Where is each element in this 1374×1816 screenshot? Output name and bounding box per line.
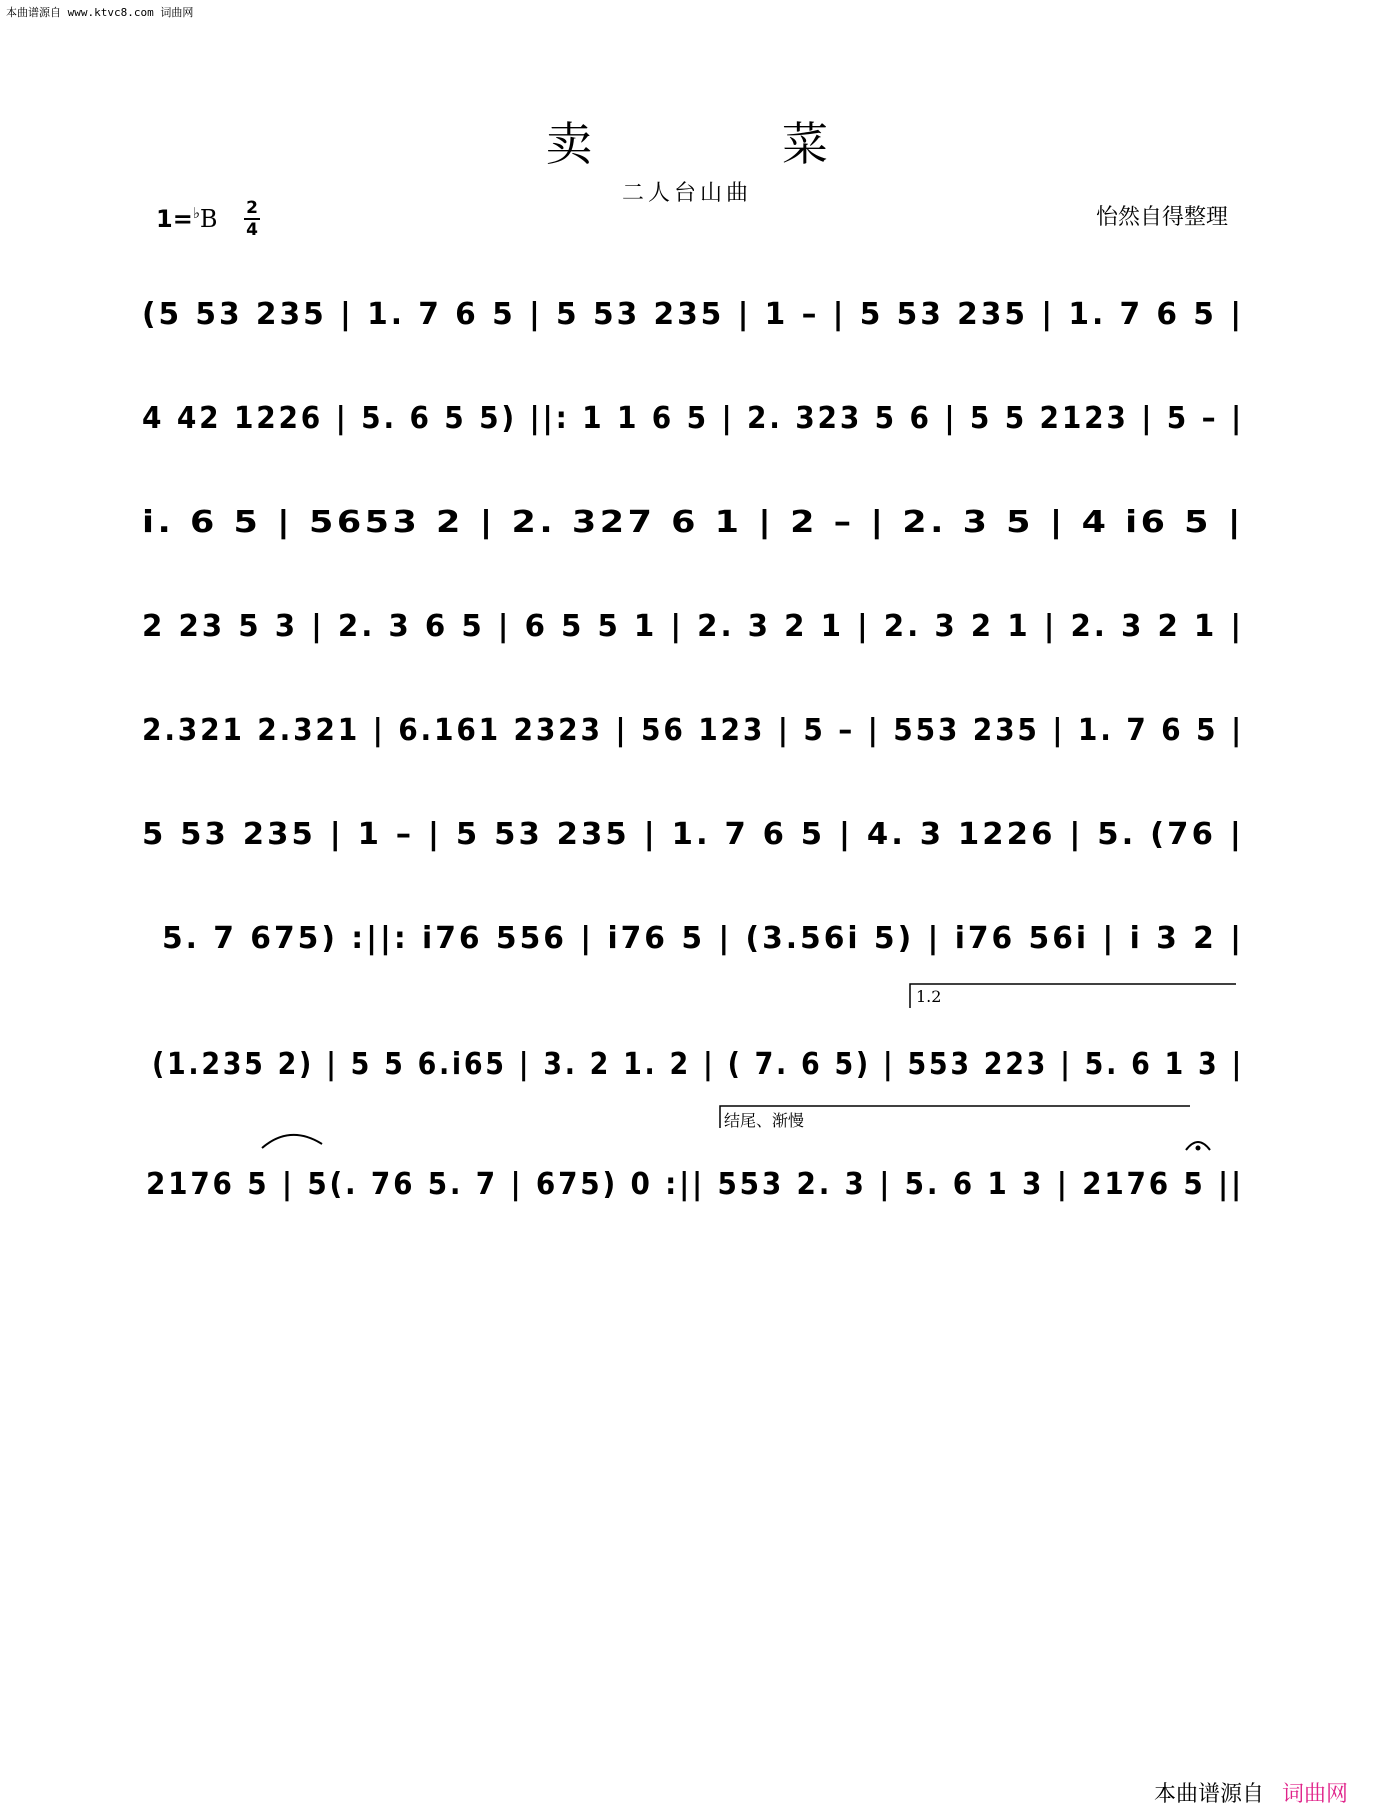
score-line-7: 5. 7 675) :||: i76 556 | i76 5 | (3.56i 5) | i76 56i | i 3 2 | xyxy=(162,921,1244,956)
fermata-icon xyxy=(1186,1142,1210,1151)
score-line-9: 2176 5 | 5(. 76 5. 7 | 675) 0 :|| 553 2. 3 | 5. 6 1 3 | 2176 5 || xyxy=(146,1167,1244,1202)
key-prefix: 1= xyxy=(156,205,193,233)
ending-label: 结尾、渐慢 xyxy=(724,1111,805,1130)
bottom-watermark-site[interactable]: 词曲网 xyxy=(1281,1782,1348,1807)
arranger-credit: 怡然自得整理 xyxy=(1095,205,1228,230)
score-line-4: 2 23 5 3 | 2. 3 6 5 | 6 5 5 1 | 2. 3 2 1 | 2. 3 2 1 | 2. 3 2 1 | xyxy=(142,609,1244,644)
score-line-2: 4 42 1226 | 5. 6 5 5) ||: 1 1 6 5 | 2. 323 5 6 | 5 5 2123 | 5 – | xyxy=(142,401,1244,436)
time-signature-bottom: 4 xyxy=(246,220,258,240)
tie-slur xyxy=(262,1135,322,1148)
ending-bracket xyxy=(720,1106,1190,1130)
score-line-6: 5 53 235 | 1 – | 5 53 235 | 1. 7 6 5 | 4. 3 1226 | 5. (76 | xyxy=(142,817,1244,852)
score-lines xyxy=(142,297,1244,1202)
top-watermark: 本曲谱源自 www.ktvc8.com 词曲网 xyxy=(6,6,194,19)
score-line-3: i. 6 5 | 5653 2 | 2. 327 6 1 | 2 – | 2. 3 5 | 4 i6 5 | xyxy=(142,505,1244,540)
score-line-8: (1.235 2) | 5 5 6.i65 | 3. 2 1. 2 | ( 7. 6 5) | 553 223 | 5. 6 1 3 | xyxy=(152,1047,1244,1082)
song-subtitle: 二人台山曲 xyxy=(621,181,752,206)
time-signature-top: 2 xyxy=(246,198,258,218)
volta-label: 1.2 xyxy=(916,987,942,1006)
score-line-5: 2.321 2.321 | 6.161 2323 | 56 123 | 5 – | 553 235 | 1. 7 6 5 | xyxy=(142,713,1244,748)
bottom-watermark xyxy=(1154,1777,1348,1808)
bottom-watermark-text: 本曲谱源自 xyxy=(1153,1782,1264,1807)
song-title: 卖菜 xyxy=(546,117,1018,171)
volta-bracket xyxy=(910,984,1236,1008)
flat-icon: ♭ xyxy=(192,204,200,222)
key-note: B xyxy=(199,205,218,233)
score-line-1: (5 53 235 | 1. 7 6 5 | 5 53 235 | 1 – | 5 53 235 | 1. 7 6 5 | xyxy=(142,297,1244,332)
